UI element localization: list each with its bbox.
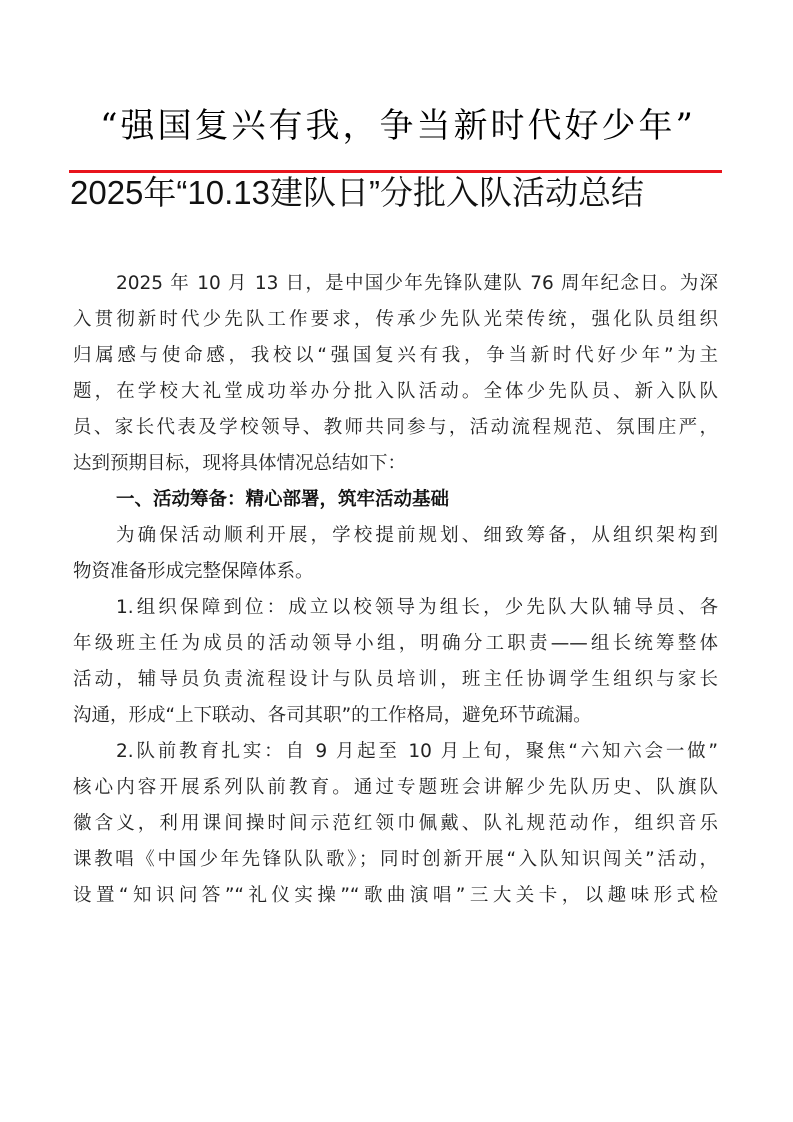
document-body [73,266,718,914]
text-line: 沟通，形成“上下联动、各司其职”的工作格局，避免环节疏漏。 [73,705,592,726]
text-line: 徽含义，利用课间操时间示范红领巾佩戴、队礼规范动作，组织音乐 [73,813,718,834]
text-line: 课教唱《中国少年先锋队队歌》；同时创新开展“入队知识闯关”活动， [73,849,718,870]
text-line: 活动，辅导员负责流程设计与队员培训，班主任协调学生组织与家长 [73,669,718,690]
paragraph-intro [73,266,718,482]
document-title-main: 2025年“10.13建队日”分批入队活动总结 [70,174,644,211]
text-line: 达到预期目标，现将具体情况总结如下： [73,453,407,474]
text-line: 入贯彻新时代少先队工作要求，传承少先队光荣传统，强化队员组织 [73,309,718,330]
text-line: 物资准备形成完整保障体系。 [73,561,314,582]
text-line: 核心内容开展系列队前教育。通过专题班会讲解少先队历史、队旗队 [73,777,718,798]
text-line: 年级班主任为成员的活动领导小组，明确分工职责——组长统筹整体 [73,633,718,654]
text-line: 2.队前教育扎实：自 9 月起至 10 月上旬，聚焦“六知六会一做” [116,741,718,762]
section-heading-1: 一、活动筹备：精心部署，筑牢活动基础 [116,489,450,510]
text-line: 2025 年 10 月 13 日，是中国少年先锋队建队 76 周年纪念日。为深 [116,273,718,294]
document-title-slogan: “强国复兴有我，争当新时代好少年” [100,106,696,146]
text-line: 归属感与使命感，我校以“强国复兴有我，争当新时代好少年”为主 [73,345,718,366]
paragraph-pre-education [73,734,718,914]
text-line: 1.组织保障到位：成立以校领导为组长，少先队大队辅导员、各 [116,597,718,618]
text-line: 设置“知识问答”“礼仪实操”“歌曲演唱”三大关卡，以趣味形式检 [73,885,718,906]
paragraph-preparation-intro [73,518,718,590]
paragraph-organization [73,590,718,734]
text-line: 为确保活动顺利开展，学校提前规划、细致筹备，从组织架构到 [116,525,718,546]
text-line: 题，在学校大礼堂成功举办分批入队活动。全体少先队员、新入队队 [73,381,718,402]
text-line: 员、家长代表及学校领导、教师共同参与，活动流程规范、氛围庄严， [73,417,718,438]
